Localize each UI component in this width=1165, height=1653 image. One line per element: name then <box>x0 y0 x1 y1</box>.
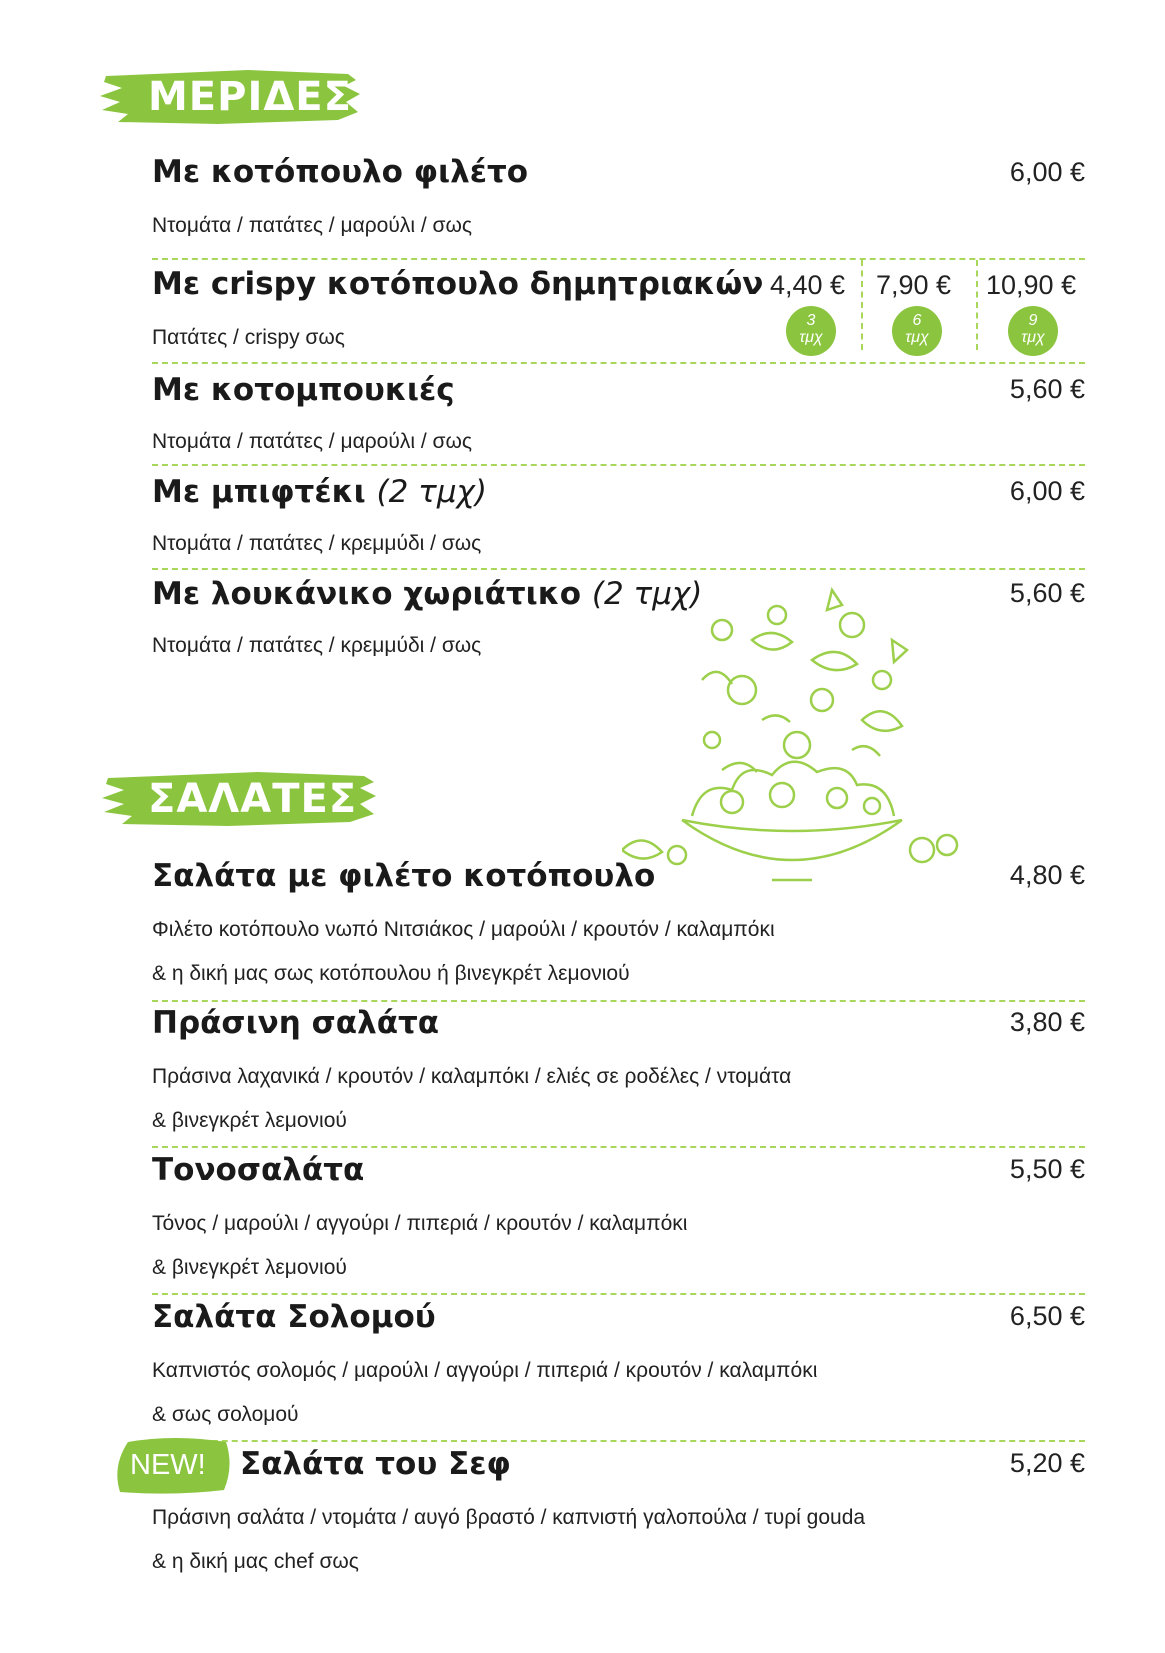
dashed-separator <box>152 568 1085 570</box>
dashed-separator <box>152 362 1085 364</box>
menu-item-price: 6,00 € <box>1009 157 1085 187</box>
menu-item-price: 4,80 € <box>1009 860 1085 890</box>
menu-item-price: 6,50 € <box>1009 1301 1085 1331</box>
price-option-large: 10,90 € <box>986 270 1077 300</box>
menu-item-description: Πράσινη σαλάτα / ντομάτα / αυγό βραστό / καπνιστή γαλοπούλα / τυρί gouda <box>152 1506 866 1529</box>
dashed-column-separator <box>976 260 978 350</box>
dashed-separator <box>152 464 1085 466</box>
salad-bowl-illustration <box>622 580 962 900</box>
menu-item-description: & η δική μας chef σως <box>152 1550 359 1573</box>
menu-item-price: 6,00 € <box>1009 476 1085 506</box>
menu-item-price: 5,60 € <box>1009 578 1085 608</box>
pieces-badge: 6 τμχ <box>892 306 942 356</box>
menu-item-description: & βινεγκρέτ λεμονιού <box>152 1109 347 1132</box>
menu-item-description: Πράσινα λαχανικά / κρουτόν / καλαμπόκι / ελιές σε ροδέλες / ντομάτα <box>152 1065 792 1088</box>
price-option-small: 4,40 € <box>770 270 846 300</box>
menu-item-description: & βινεγκρέτ λεμονιού <box>152 1256 347 1279</box>
menu-item-description: & σως σολομού <box>152 1403 299 1426</box>
dashed-separator <box>152 1146 1085 1148</box>
menu-item-name: Με λουκάνικο χωριάτικο (2 τμχ) <box>152 576 703 612</box>
dashed-column-separator <box>861 260 863 350</box>
section-title-portions: ΜΕΡΙΔΕΣ <box>148 74 352 120</box>
pieces-badge: 9 τμχ <box>1008 306 1058 356</box>
menu-item-description: Καπνιστός σολομός / μαρούλι / αγγούρι / πιπεριά / κρουτόν / καλαμπόκι <box>152 1359 818 1382</box>
section-banner-portions <box>98 68 362 126</box>
new-badge: NEW! <box>114 1436 234 1496</box>
menu-item-name: Σαλάτα του Σεφ <box>240 1446 511 1482</box>
menu-item-name: Με crispy κοτόπουλο δημητριακών <box>152 266 764 302</box>
menu-item-name: Σαλάτα Σολομού <box>152 1299 436 1335</box>
dashed-separator <box>152 258 1085 260</box>
menu-item-name: Πράσινη σαλάτα <box>152 1005 440 1041</box>
menu-item-price: 5,50 € <box>1009 1154 1085 1184</box>
price-option-medium: 7,90 € <box>876 270 952 300</box>
menu-item-description: Ντομάτα / πατάτες / κρεμμύδι / σως <box>152 634 482 657</box>
menu-item-name: Με μπιφτέκι (2 τμχ) <box>152 474 487 510</box>
menu-item-name: Με κοτόπουλο φιλέτο <box>152 154 529 190</box>
menu-item-description: & η δική μας σως κοτόπουλου ή βινεγκρέτ λεμονιού <box>152 962 630 985</box>
menu-item-name: Τονοσαλάτα <box>152 1152 365 1188</box>
menu-item-price: 5,60 € <box>1009 374 1085 404</box>
dashed-separator <box>152 1000 1085 1002</box>
menu-item-name: Σαλάτα με φιλέτο κοτόπουλο <box>152 858 656 894</box>
menu-item-price: 5,20 € <box>1009 1448 1085 1478</box>
menu-item-description: Φιλέτο κοτόπουλο νωπό Νιτσιάκος / μαρούλι / κρουτόν / καλαμπόκι <box>152 918 775 941</box>
menu-item-description: Ντομάτα / πατάτες / κρεμμύδι / σως <box>152 532 482 555</box>
menu-item-description: Ντομάτα / πατάτες / μαρούλι / σως <box>152 214 472 237</box>
menu-item-description: Τόνος / μαρούλι / αγγούρι / πιπεριά / κρουτόν / καλαμπόκι <box>152 1212 688 1235</box>
menu-item-description: Πατάτες / crispy σως <box>152 326 345 349</box>
menu-item-price: 3,80 € <box>1009 1007 1085 1037</box>
menu-item-name: Με κοτομπουκιές <box>152 372 455 408</box>
menu-item-description: Ντομάτα / πατάτες / μαρούλι / σως <box>152 430 472 453</box>
section-banner-salads <box>98 770 378 828</box>
dashed-separator <box>152 1293 1085 1295</box>
pieces-badge: 3 τμχ <box>786 306 836 356</box>
section-title-salads: ΣΑΛΑΤΕΣ <box>148 776 358 822</box>
dashed-separator <box>152 1440 1085 1442</box>
